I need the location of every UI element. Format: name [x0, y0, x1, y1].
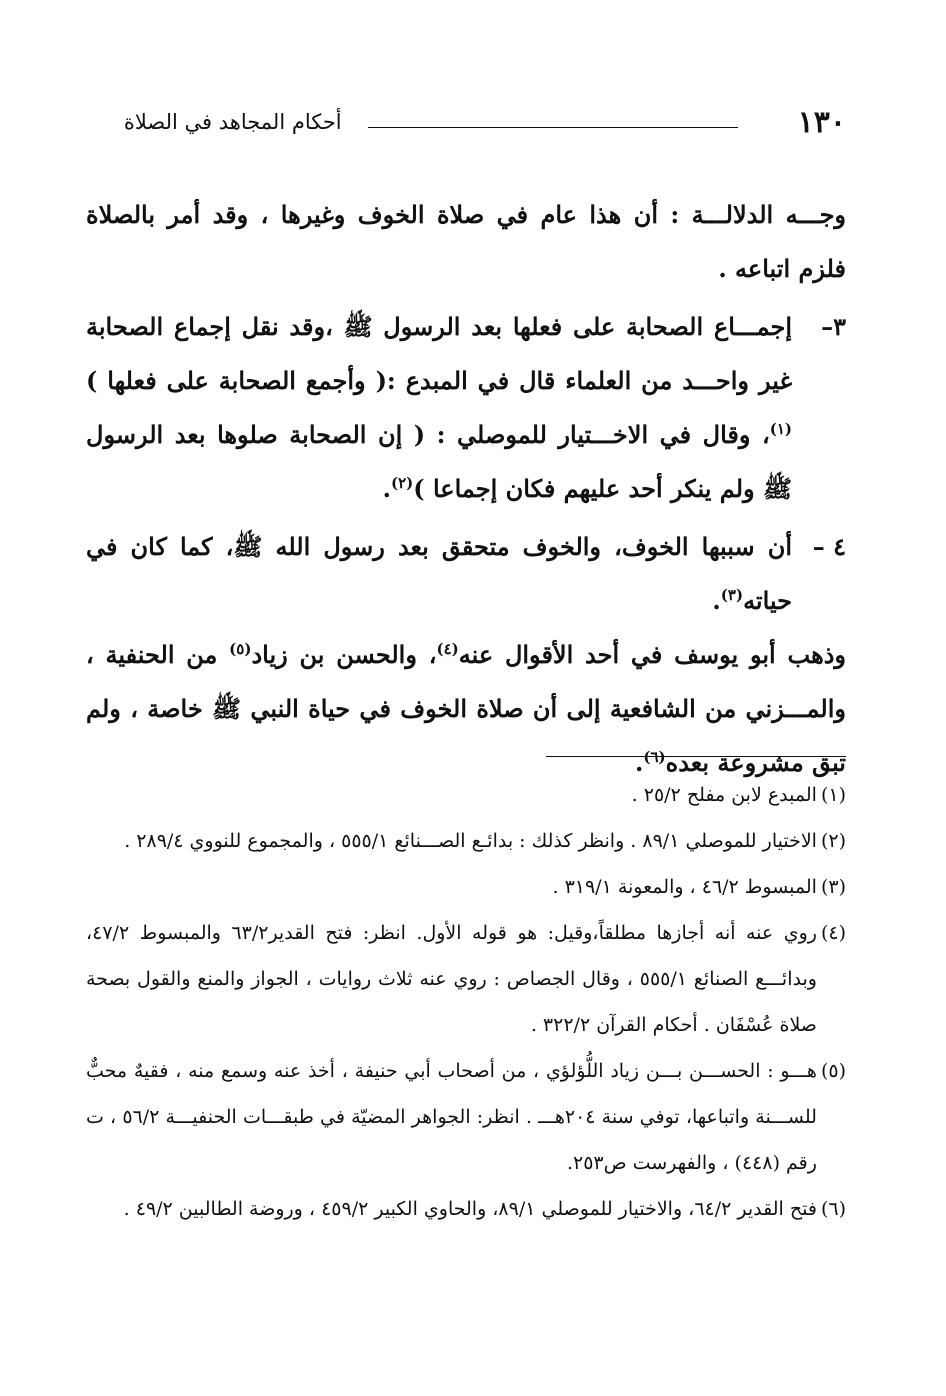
footnote-separator: [546, 756, 846, 757]
text-part: وذهب أبو يوسف في أحد الأقوال عنه: [458, 640, 846, 669]
footnote-number: (٢): [820, 830, 846, 852]
item-text: [86, 520, 792, 628]
footnote-ref-5: (٥): [229, 640, 252, 658]
footnotes: [86, 772, 846, 1232]
footnote-ref-4: (٤): [436, 640, 459, 658]
footnote-text: المبدع لابن مفلح ٢٥/٢ .: [631, 784, 817, 806]
footnote-number: (٤): [820, 922, 846, 944]
footnote-number: (٦): [820, 1198, 846, 1220]
text-part: .: [634, 748, 644, 777]
page-header: [90, 102, 846, 142]
list-item-4: [86, 520, 846, 628]
footnote-text: المبسوط ٤٦/٢ ، والمعونة ٣١٩/١ .: [552, 876, 817, 898]
list-item-3: [86, 300, 846, 516]
item-text-part: ، وقال في الاخـــتيار للموصلي : ( إن الصحابة صلوها بعد الرسول ﷺ ولم ينكر أحد عليهم فكان إجماعا ): [86, 420, 792, 503]
footnote-ref-6: (٦): [643, 748, 666, 766]
footnote-text: روي عنه أنه أجازها مطلقاً،وقيل: هو قوله الأول. انظر: فتح القدير٦٣/٢ والمبسوط ٤٧/٢، وبدائـــع الصنائع ٥٥٥/١ ، وقال الجصاص : روي عنه ثلاث روايات ، الجواز والمنع والقول بصحة صلاة عُسْفَان . أحكام القرآن ٣٢٢/٢ .: [86, 922, 817, 1036]
paragraph-evidence: وجـــه الدلالـــة : أن هذا عام في صلاة الخوف وغيرها ، وقد أمر بالصلاة فلزم اتباعه .: [86, 200, 846, 283]
paragraph-opinions: [86, 628, 846, 790]
page-number: ١٣٠: [797, 104, 846, 140]
header-rule: [368, 127, 738, 128]
footnote-text: الاختيار للموصلي ٨٩/١ . وانظر كذلك : بدائـع الصـــنائع ٥٥٥/١ ، والمجموع للنووي ٢٨٩/٤ .: [124, 830, 817, 852]
footnote-6: [86, 1186, 846, 1232]
item-number: ٣–: [821, 312, 846, 341]
text-part: من الحنفية ، والمـــزني من الشافعية إلى أن صلاة الخوف في حياة النبي ﷺ خاصة ، ولم تبق مشروعة بعده: [86, 640, 846, 777]
footnote-text: فتح القدير ٦٤/٢، والاختيار للموصلي ٨٩/١، والحاوي الكبير ٤٥٩/٢ ، وروضة الطالبين ٤٩/٢ .: [123, 1198, 817, 1220]
footnote-3: [86, 864, 846, 910]
item-text-part: أن سببها الخوف، والخوف متحقق بعد رسول الله ﷺ، كما كان في حياته: [86, 532, 792, 615]
item-text-part: .: [712, 586, 721, 615]
footnote-ref-3: (٣): [720, 586, 744, 604]
text-part: ، والحسن بن زياد: [251, 640, 437, 669]
footnote-text: هـــو : الحســـن بـــن زياد اللُّؤلؤي ، من أصحاب أبي حنيفة ، أخذ عنه وسمع منه ، فقيهٌ محبٌّ للســـنة واتباعها، توفي سنة ٢٠٤هـــ . انظر: الجواهر المضيّة في طبقـــات الحنفيـــة ٥٦/٢ ، ت رقم (٤٤٨) ، والفهرست ص٢٥٣.: [86, 1060, 817, 1174]
item-text: [86, 300, 792, 516]
main-text: [86, 188, 846, 790]
running-title: أحكام المجاهد في الصلاة: [123, 110, 342, 134]
footnote-5: [86, 1048, 846, 1186]
item-text-part: إجمـــاع الصحابة على فعلها بعد الرسول ﷺ ،وقد نقل إجماع الصحابة غير واحـــد من العلماء قال في المبدع :( وأجمع الصحابة على فعلها ): [86, 312, 792, 395]
item-text-part: .: [382, 474, 391, 503]
footnote-1: [86, 772, 846, 818]
footnote-4: [86, 910, 846, 1048]
footnote-2: [86, 818, 846, 864]
item-number: ٤ –: [812, 532, 846, 561]
footnote-number: (٥): [820, 1060, 846, 1082]
footnote-number: (١): [820, 784, 846, 806]
footnote-number: (٣): [820, 876, 846, 898]
footnote-ref-1: (١): [769, 420, 792, 438]
footnote-ref-2: (٢): [390, 474, 414, 492]
